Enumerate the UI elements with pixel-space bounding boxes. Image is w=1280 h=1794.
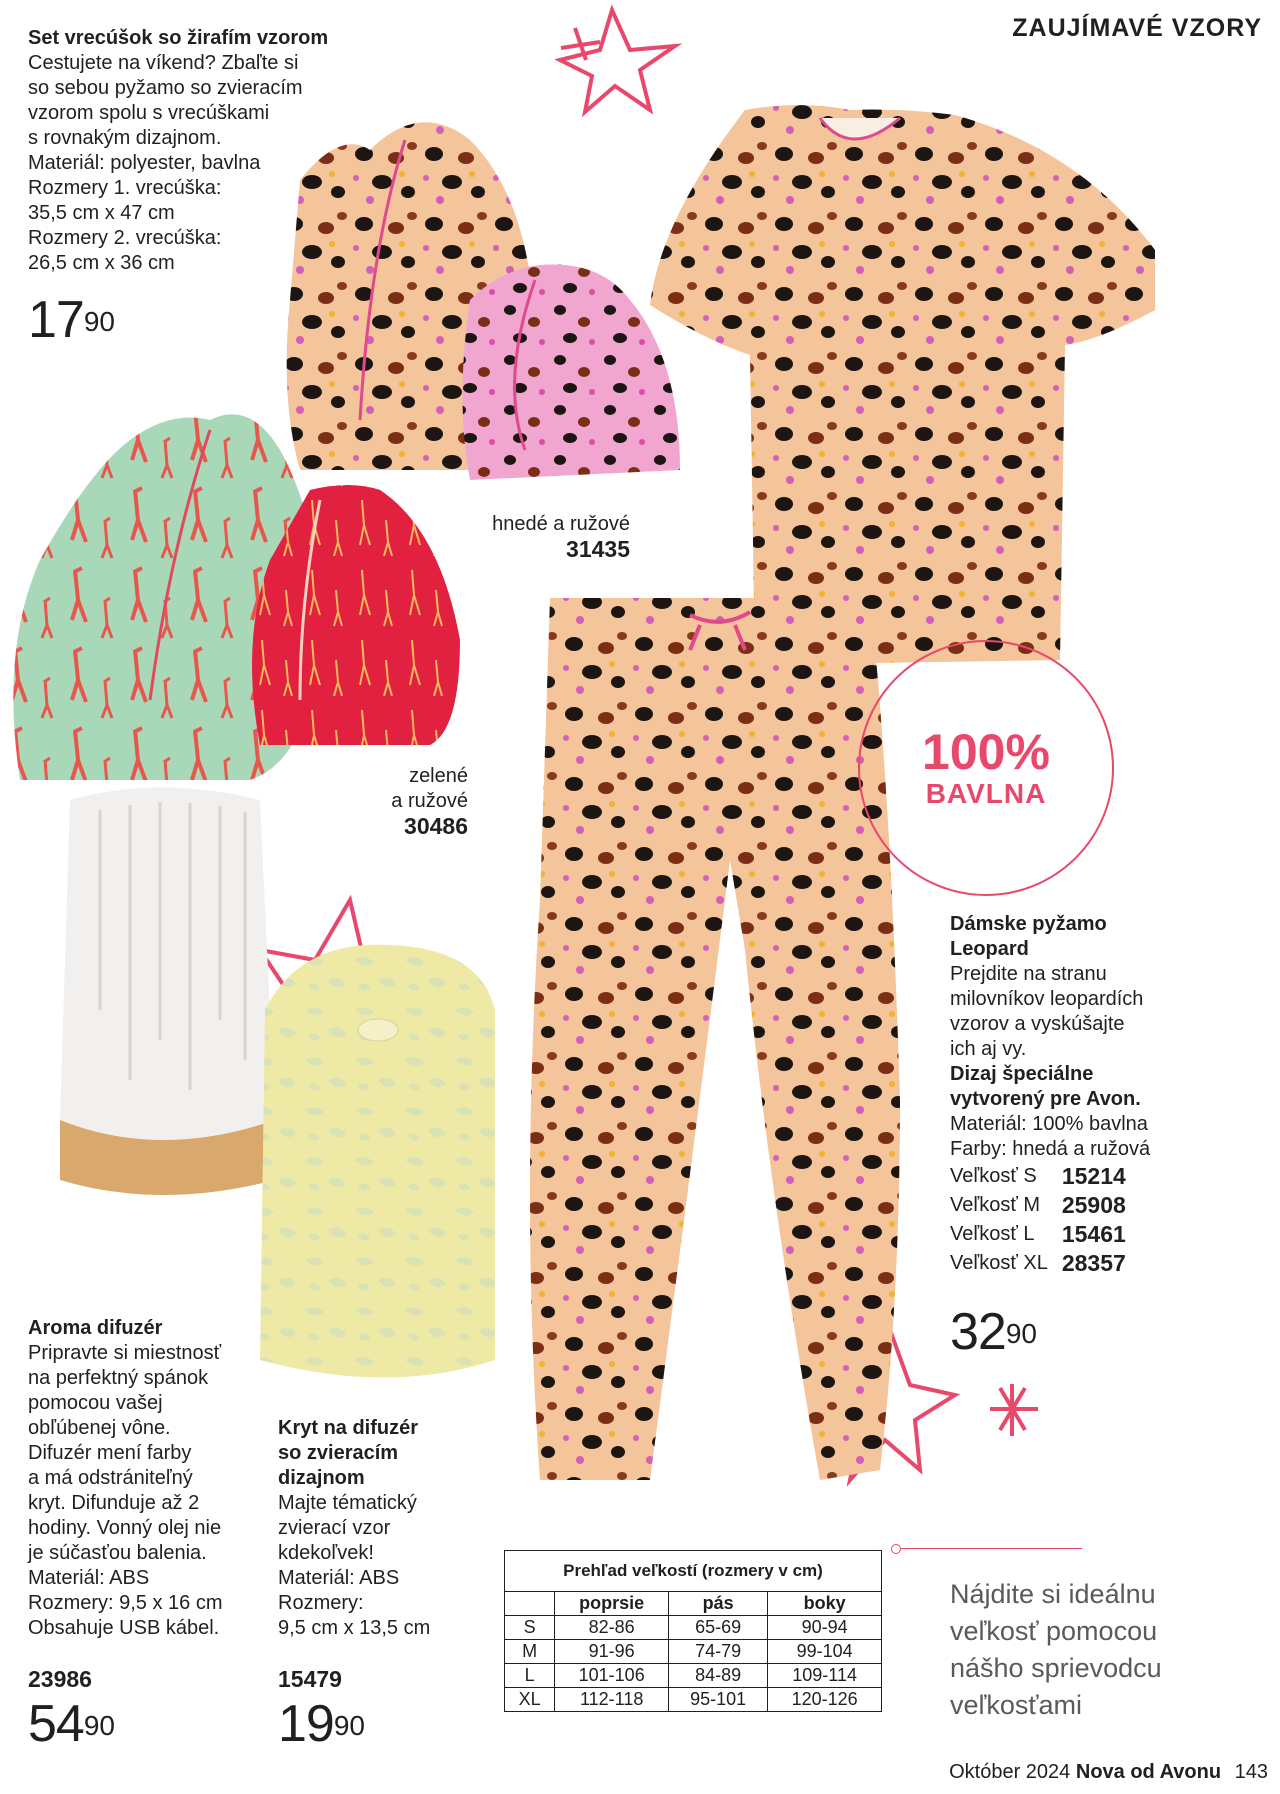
table-cell: 120-126 [768, 1688, 882, 1712]
bag-set-title: Set vrecúšok so žirafím vzorom [28, 27, 329, 49]
text-line: Materiál: ABS [28, 1567, 150, 1589]
variant-label: hnedé a ružové [492, 513, 630, 535]
text-line: s rovnakým dizajnom. [28, 127, 222, 149]
page-number: 143 [1234, 1761, 1268, 1783]
variant-code: 30486 [404, 813, 468, 839]
text-line: 35,5 cm x 47 cm [28, 202, 175, 224]
text-line: Materiál: 100% bavlna [950, 1113, 1148, 1135]
text-line: Cestujete na víkend? Zbaľte si [28, 52, 299, 74]
variant-label: zelené [409, 765, 468, 787]
text-line: je súčasťou balenia. [28, 1542, 207, 1564]
text-line: kryt. Difunduje až 2 [28, 1492, 200, 1514]
text-line: so sebou pyžamo so zvieracím [28, 77, 303, 99]
text-line-bold: vytvorený pre Avon. [950, 1088, 1141, 1110]
size-guide-hint [950, 1576, 1270, 1724]
table-cell: 99-104 [768, 1640, 882, 1664]
text-line: 26,5 cm x 36 cm [28, 252, 175, 274]
size-row [950, 1162, 1126, 1191]
table-cell: 82-86 [555, 1616, 669, 1640]
text-line: Pripravte si miestnosť [28, 1342, 222, 1364]
table-row [505, 1640, 882, 1664]
badge-word: BAVLNA [925, 778, 1047, 809]
table-cell: 95-101 [669, 1688, 768, 1712]
text-line: vzorov a vyskúšajte [950, 1013, 1125, 1035]
text-line: Rozmery: 9,5 x 16 cm [28, 1592, 223, 1614]
price-main: 19 [278, 1695, 334, 1753]
cover-code: 15479 [278, 1666, 342, 1692]
diffuser-code: 23986 [28, 1666, 92, 1692]
variant-label: a ružové [391, 790, 468, 812]
text-line: pomocou vašej [28, 1392, 163, 1414]
size-row [950, 1191, 1126, 1220]
table-cell: 65-69 [669, 1616, 768, 1640]
table-cell: 91-96 [555, 1640, 669, 1664]
bag-set-description [28, 26, 368, 276]
text-line-bold: Dizaj špeciálne [950, 1063, 1094, 1085]
size-row [950, 1220, 1126, 1249]
size-label: Veľkosť M [950, 1194, 1041, 1216]
size-label: Veľkosť S [950, 1165, 1037, 1187]
bag-variant-brown-pink [430, 512, 630, 562]
text-line: hodiny. Vonný olej nie [28, 1517, 222, 1539]
table-cell: 112-118 [555, 1688, 669, 1712]
cover-title: Kryt na difuzér [278, 1417, 419, 1439]
table-row [505, 1664, 882, 1688]
size-code: 28357 [1061, 1250, 1126, 1276]
table-cell: 84-89 [669, 1664, 768, 1688]
pajama-price [950, 1303, 1037, 1361]
pajama-size-codes [950, 1162, 1126, 1278]
table-cell: M [505, 1640, 555, 1664]
size-label: Veľkosť L [950, 1223, 1035, 1245]
table-cell: 101-106 [555, 1664, 669, 1688]
cover-description [278, 1416, 498, 1641]
text-line: zvierací vzor [278, 1517, 391, 1539]
cover-title: so zvieracím [278, 1442, 399, 1464]
text-line: Majte tématický [278, 1492, 417, 1514]
size-row [950, 1249, 1126, 1278]
cover-title: dizajnom [278, 1467, 365, 1489]
text-line: obľúbenej vône. [28, 1417, 171, 1439]
text-line: veľkosťami [950, 1690, 1083, 1720]
text-line: veľkosť pomocou [950, 1616, 1158, 1646]
cover-price [278, 1695, 365, 1753]
section-title: ZAUJÍMAVÉ VZORY [1012, 14, 1262, 42]
size-table-caption: Prehľad veľkostí (rozmery v cm) [505, 1551, 882, 1592]
table-cell: 90-94 [768, 1616, 882, 1640]
pajama-title: Dámske pyžamo [950, 913, 1107, 935]
pajama-description [950, 912, 1270, 1278]
text-line: Difuzér mení farby [28, 1442, 192, 1464]
column-header: boky [768, 1592, 882, 1616]
price-main: 17 [28, 291, 84, 349]
text-line: 9,5 cm x 13,5 cm [278, 1617, 431, 1639]
diffuser-title: Aroma difuzér [28, 1317, 163, 1339]
table-cell: 74-79 [669, 1640, 768, 1664]
text-line: Obsahuje USB kábel. [28, 1617, 220, 1639]
size-table-header-row [505, 1592, 882, 1616]
price-main: 32 [950, 1303, 1006, 1361]
text-line: Rozmery 1. vrecúška: [28, 177, 222, 199]
table-cell: S [505, 1616, 555, 1640]
table-row [505, 1688, 882, 1712]
size-code: 15461 [1061, 1221, 1126, 1247]
text-line: na perfektný spánok [28, 1367, 209, 1389]
text-line: Farby: hnedá a ružová [950, 1138, 1151, 1160]
pajama-title: Leopard [950, 938, 1029, 960]
size-code: 25908 [1061, 1192, 1126, 1218]
table-row [505, 1616, 882, 1640]
price-cents: 90 [1005, 1318, 1037, 1349]
price-cents: 90 [83, 1710, 115, 1741]
column-header: poprsie [555, 1592, 669, 1616]
price-cents: 90 [333, 1710, 365, 1741]
diffuser-price [28, 1695, 115, 1753]
bag-variant-green-pink [268, 764, 468, 839]
divider [896, 1548, 1082, 1549]
bag-set-price [28, 291, 115, 349]
table-cell: 109-114 [768, 1664, 882, 1688]
price-cents: 90 [83, 306, 115, 337]
text-line: Rozmery 2. vrecúška: [28, 227, 222, 249]
cotton-badge [858, 640, 1114, 896]
size-table [504, 1550, 882, 1712]
text-line: nášho sprievodcu [950, 1653, 1162, 1683]
column-header: pás [669, 1592, 768, 1616]
size-label: Veľkosť XL [950, 1252, 1048, 1274]
text-line: Rozmery: [278, 1592, 364, 1614]
size-table-caption-row [505, 1551, 882, 1592]
column-header [505, 1592, 555, 1616]
text-line: milovníkov leopardích [950, 988, 1144, 1010]
price-main: 54 [28, 1695, 84, 1753]
table-cell: L [505, 1664, 555, 1688]
page-footer [949, 1761, 1268, 1784]
variant-code: 31435 [566, 536, 630, 562]
text-line: Materiál: ABS [278, 1567, 400, 1589]
issue-label: Október 2024 [949, 1761, 1071, 1783]
text-line: Materiál: polyester, bavlna [28, 152, 261, 174]
diffuser-description [28, 1316, 278, 1641]
text-line: vzorom spolu s vrecúškami [28, 102, 270, 124]
text-line: Nájdite si ideálnu [950, 1579, 1156, 1609]
table-cell: XL [505, 1688, 555, 1712]
divider-dot [891, 1544, 901, 1554]
text-line: a má odstrániteľný [28, 1467, 193, 1489]
brand-label: Nova od Avonu [1075, 1761, 1222, 1783]
size-code: 15214 [1061, 1163, 1126, 1189]
badge-percent: 100% [922, 724, 1050, 780]
text-line: kdekoľvek! [278, 1542, 374, 1564]
text-line: Prejdite na stranu [950, 963, 1107, 985]
text-line: ich aj vy. [950, 1038, 1027, 1060]
